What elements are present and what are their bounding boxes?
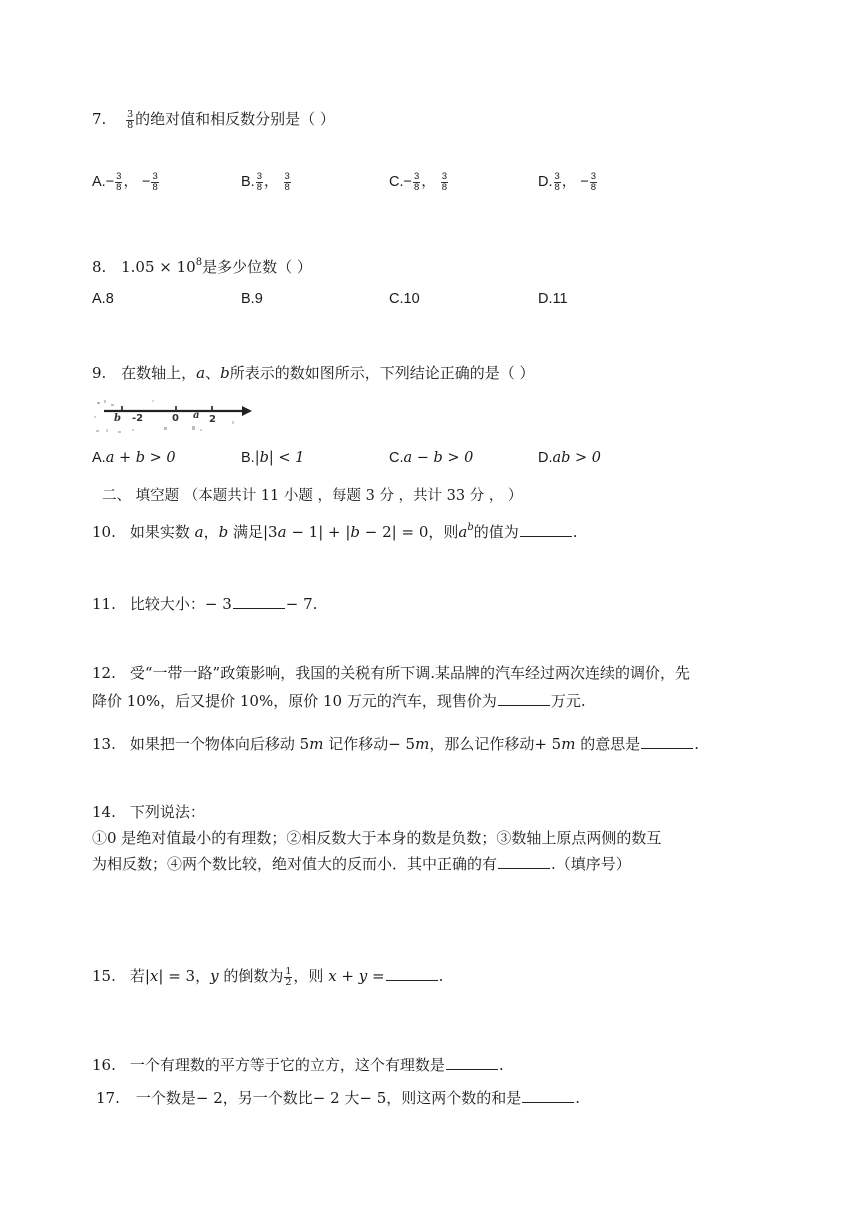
option-b[interactable]: B. $\frac{3}{8}$ ， $\frac{3}{8}$ xyxy=(241,170,290,193)
question-17: 17. 一个数是− 2，另一个数比− 2 大− 5，则这两个数的和是 . xyxy=(96,1089,581,1107)
answer-blank[interactable] xyxy=(446,1055,498,1070)
answer-blank[interactable] xyxy=(641,734,693,749)
question-7 xyxy=(92,108,335,131)
option-d[interactable]: D.ab > 0 xyxy=(538,450,602,466)
option-d[interactable]: D. $\frac{3}{8}$ ， − $\frac{3}{8}$ xyxy=(538,170,597,193)
question-14: 14. 下列说法： ①0 是绝对值最小的有理数；②相反数大于本身的数是负数；③数轴上原点两侧的数互 为相反数；④两个数比较，绝对值大的反而小．其中正确的有 .（填序号） xyxy=(92,803,662,873)
fraction: $\frac{3}{8}$ xyxy=(127,108,134,131)
option-c[interactable]: C.− $\frac{3}{8}$ ， $\frac{3}{8}$ xyxy=(389,170,448,193)
fraction: $\frac{1}{2}$ xyxy=(285,965,292,988)
answer-blank[interactable] xyxy=(386,966,438,981)
question-12: 12. 受“一带一路”政策影响，我国的关税有所下调.某品牌的汽车经过两次连续的调价，先 降价 10%，后又提价 10%，原价 10 万元的汽车，现售价为 万元. xyxy=(92,664,690,710)
number-line-figure xyxy=(92,396,254,436)
question-10: 10. 如果实数 a，b 满足|3a − 1| + |b − 2| = 0，则$a^b$的值为 . xyxy=(92,522,578,541)
option-c[interactable]: C.a − b > 0 xyxy=(389,450,474,466)
math-expression: 1.05 × 10 xyxy=(121,258,196,276)
option-b[interactable]: B.9 xyxy=(241,291,263,307)
question-number: 8. xyxy=(92,258,107,276)
question-11: 11. 比较大小：− 3 − 7. xyxy=(92,595,318,613)
question-16: 16. 一个有理数的平方等于它的立方，这个有理数是 . xyxy=(92,1056,504,1074)
answer-blank[interactable] xyxy=(522,1088,574,1103)
question-13: 13. 如果把一个物体向后移动 5m 记作移动− 5m，那么记作移动+ 5m 的意思是 . xyxy=(92,735,699,753)
question-15: 15. 若|x| = 3，y 的倒数为 $\frac{1}{2}$ ，则 x + y = . xyxy=(92,965,444,988)
answer-blank[interactable] xyxy=(498,691,550,706)
option-a[interactable]: A.− $\frac{3}{8}$ ， − $\frac{3}{8}$ xyxy=(92,170,158,193)
option-c[interactable]: C.10 xyxy=(389,291,420,307)
axis-label-b: b xyxy=(114,413,121,424)
axis-label-2: 2 xyxy=(209,414,216,425)
question-8: 8. $1.05 \times 10^8$是多少位数（ ） xyxy=(92,257,312,276)
option-d[interactable]: D.11 xyxy=(538,291,568,307)
axis-arrow xyxy=(242,406,252,416)
question-stem: 的绝对值和相反数分别是（ ） xyxy=(135,110,335,128)
question-stem: 是多少位数（ ） xyxy=(202,258,312,276)
option-a[interactable]: A.8 xyxy=(92,291,114,307)
axis-label-a: a xyxy=(193,410,200,421)
option-b[interactable]: B.|b| < 1 xyxy=(241,450,305,466)
answer-blank[interactable] xyxy=(233,594,285,609)
question-number: 9. xyxy=(92,364,107,382)
axis-label-0: 0 xyxy=(172,413,179,424)
answer-blank[interactable] xyxy=(520,522,572,537)
question-9: 9. 在数轴上，a、b所表示的数如图所示，下列结论正确的是（ ） xyxy=(92,364,535,382)
question-number: 7. xyxy=(92,110,107,128)
option-a[interactable]: A.a + b > 0 xyxy=(92,450,176,466)
axis-label-neg-2: -2 xyxy=(132,413,144,424)
section-heading: 二、 填空题 （本题共计 11 小题 ，每题 3 分 ，共计 33 分 ， ） xyxy=(102,488,523,504)
answer-blank[interactable] xyxy=(498,854,550,869)
